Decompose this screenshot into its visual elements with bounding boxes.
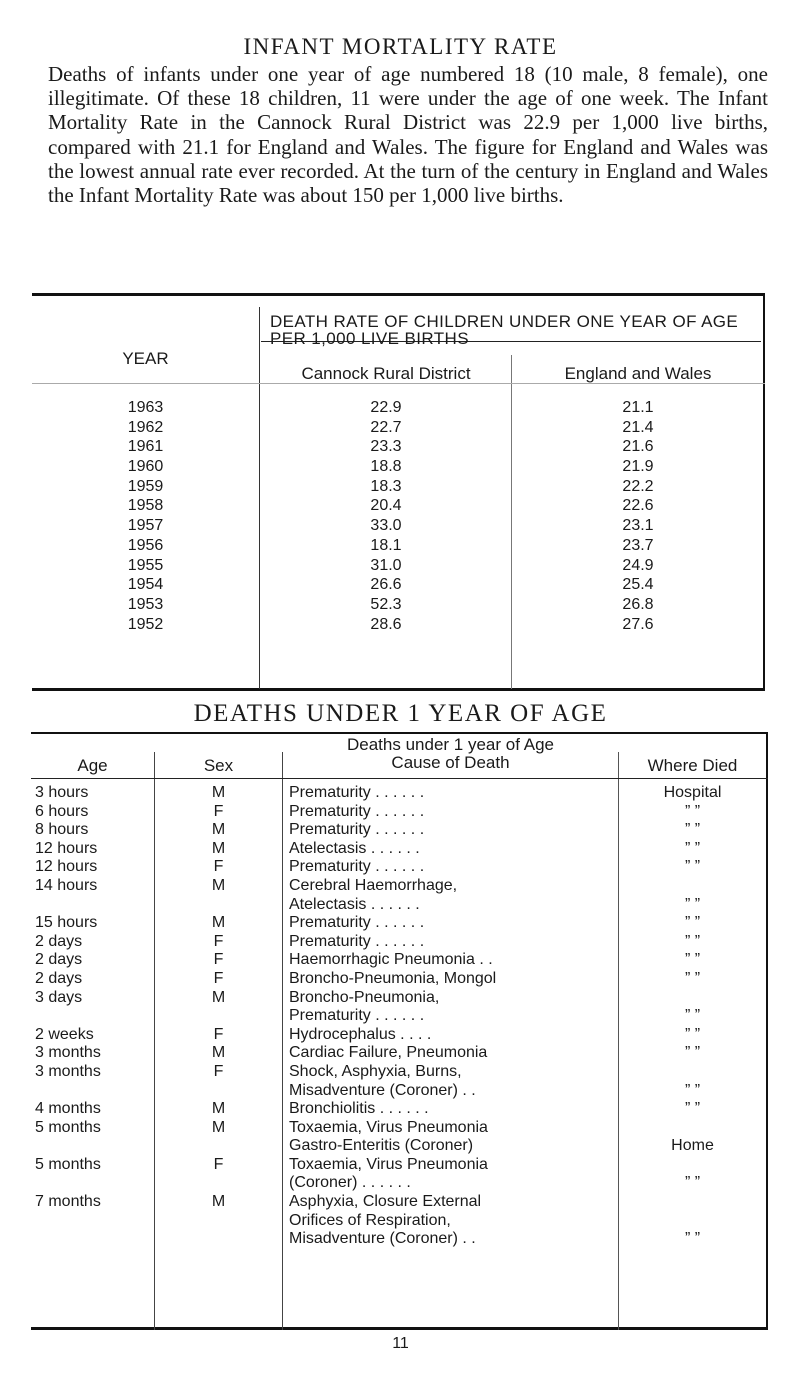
table-row — [32, 419, 765, 439]
age-cell: 15 hours — [35, 914, 98, 932]
where-died-cell: ” ” — [684, 1007, 701, 1025]
table-row — [32, 399, 765, 419]
sex-cell: F — [213, 951, 224, 969]
cause-cell: Haemorrhagic Pneumonia . . — [289, 951, 493, 969]
england-rate-cell: 26.8 — [622, 595, 654, 613]
year-cell: 1954 — [127, 576, 164, 594]
table-border-top — [32, 293, 765, 296]
table-row — [31, 858, 768, 877]
where-died-cell: ” ” — [684, 1081, 701, 1099]
year-cell: 1952 — [127, 615, 164, 633]
england-rate-cell: 21.4 — [622, 418, 654, 436]
year-cell: 1962 — [127, 418, 164, 436]
sex-cell: F — [213, 1062, 224, 1080]
sex-cell: F — [213, 932, 224, 950]
table-row — [31, 803, 768, 822]
cause-cell: Prematurity . . . . . . — [289, 821, 425, 839]
england-rate-cell: 27.6 — [622, 615, 654, 633]
where-died-header: Where Died — [647, 756, 738, 775]
table-row — [31, 951, 768, 970]
cannock-rate-cell: 18.8 — [370, 458, 402, 476]
deaths-rows — [31, 784, 768, 1249]
sex-cell: M — [211, 876, 226, 894]
age-cell: 8 hours — [35, 821, 89, 839]
age-cell: 3 hours — [35, 784, 89, 801]
cannock-rate-cell: 31.0 — [370, 556, 402, 574]
where-died-cell: ” ” — [684, 1025, 701, 1043]
england-rate-cell: 21.1 — [622, 399, 654, 416]
age-cell: 6 hours — [35, 802, 89, 820]
header-divider — [31, 778, 768, 779]
year-cell: 1960 — [127, 458, 164, 476]
table-row — [32, 438, 765, 458]
where-died-cell: ” ” — [684, 1174, 701, 1192]
deaths-table — [31, 732, 768, 1330]
cannock-rate-cell: 28.6 — [370, 615, 402, 633]
cause-cell: Prematurity . . . . . . — [289, 932, 425, 950]
where-died-cell: ” ” — [684, 802, 701, 820]
england-rate-cell: 21.6 — [622, 438, 654, 456]
cannock-rate-cell: 18.3 — [370, 477, 402, 495]
table-row — [31, 784, 768, 803]
where-died-cell: ” ” — [684, 895, 701, 913]
sex-cell: F — [213, 858, 224, 876]
sex-cell: M — [211, 1193, 226, 1211]
where-died-cell: Home — [671, 1137, 714, 1155]
cannock-rate-cell: 23.3 — [370, 438, 402, 456]
england-rate-cell: 22.6 — [622, 497, 654, 515]
where-died-cell: ” ” — [684, 858, 701, 876]
cause-header: Deaths under 1 year of Age Cause of Death — [347, 735, 554, 772]
cannock-rate-cell: 22.7 — [370, 418, 402, 436]
deaths-section-title: DEATHS UNDER 1 YEAR OF AGE — [193, 700, 608, 727]
table-row — [32, 497, 765, 517]
table-row — [32, 576, 765, 596]
table-row — [32, 478, 765, 498]
table-row — [31, 970, 768, 989]
table-row — [32, 537, 765, 557]
england-rate-cell: 23.1 — [622, 517, 654, 535]
death-rate-header: DEATH RATE OF CHILDREN UNDER ONE YEAR OF AGE PER 1,000 LIVE BIRTHS — [270, 312, 739, 348]
cause-cell: Toxaemia, Virus Pneumonia (Coroner) . . . . . . — [289, 1155, 488, 1192]
where-died-cell: ” ” — [684, 821, 701, 839]
table-border-bottom — [32, 688, 765, 691]
cannock-rate-cell: 33.0 — [370, 517, 402, 535]
table-row — [31, 1193, 768, 1249]
cannock-rate-cell: 26.6 — [370, 576, 402, 594]
table-row — [32, 517, 765, 537]
cannock-rate-cell: 18.1 — [370, 536, 402, 554]
table-row — [31, 1100, 768, 1119]
cause-cell: Prematurity . . . . . . — [289, 858, 425, 876]
where-died-cell: ” ” — [684, 839, 701, 857]
cause-cell: Asphyxia, Closure External Orifices of Respiration, Misadventure (Coroner) . . — [289, 1193, 482, 1248]
intro-paragraph: Deaths of infants under one year of age numbered 18 (10 male, 8 female), one illegitimate. Of these 18 children, 11 were under the age of one week. The Infant Mortality Rate in the Cannock Rural District was 22.9 per 1,000 live births, compared with 21.1 for England and Wales. The figure for England and Wales was the lowest annual rate ever recorded. At the turn of the century in England and Wales the Infant Mortality Rate was about 150 per 1,000 live births. — [48, 62, 768, 208]
table-row — [31, 877, 768, 914]
table-border-bottom — [31, 1327, 768, 1330]
england-rate-cell: 25.4 — [622, 576, 654, 594]
cannock-rate-cell: 22.9 — [370, 399, 402, 416]
cause-cell: Prematurity . . . . . . — [289, 914, 425, 932]
age-cell: 5 months — [35, 1118, 101, 1136]
cannock-header: Cannock Rural District — [301, 364, 471, 383]
where-died-cell: ” ” — [684, 969, 701, 987]
sex-cell: F — [213, 1155, 224, 1173]
page-title: INFANT MORTALITY RATE — [243, 34, 558, 59]
england-rate-cell: 23.7 — [622, 536, 654, 554]
age-header: Age — [77, 756, 108, 775]
sex-cell: M — [211, 988, 226, 1006]
age-cell: 7 months — [35, 1193, 101, 1211]
england-wales-header: England and Wales — [564, 364, 712, 383]
table-row — [32, 557, 765, 577]
cause-cell: Atelectasis . . . . . . — [289, 839, 420, 857]
where-died-cell: ” ” — [684, 914, 701, 932]
cause-cell: Prematurity . . . . . . — [289, 784, 425, 801]
sex-cell: M — [211, 1118, 226, 1136]
age-cell: 14 hours — [35, 876, 98, 894]
sex-cell: F — [213, 969, 224, 987]
sex-header: Sex — [203, 756, 234, 775]
cause-cell: Toxaemia, Virus Pneumonia Gastro-Enteritis (Coroner) — [289, 1118, 488, 1155]
year-cell: 1959 — [127, 477, 164, 495]
sex-cell: M — [211, 914, 226, 932]
where-died-cell: ” ” — [684, 1230, 701, 1248]
where-died-cell: ” ” — [684, 1100, 701, 1118]
year-cell: 1961 — [127, 438, 164, 456]
england-rate-cell: 22.2 — [622, 477, 654, 495]
sex-cell: M — [211, 1100, 226, 1118]
year-cell: 1953 — [127, 595, 164, 613]
year-cell: 1957 — [127, 517, 164, 535]
page-number: 11 — [392, 1335, 409, 1352]
table-row — [31, 1044, 768, 1063]
table-row — [31, 933, 768, 952]
table-row — [31, 1156, 768, 1193]
year-cell: 1956 — [127, 536, 164, 554]
table-row — [31, 989, 768, 1026]
age-cell: 4 months — [35, 1100, 101, 1118]
age-cell: 3 months — [35, 1044, 101, 1062]
sex-cell: M — [211, 839, 226, 857]
cause-cell: Cardiac Failure, Pneumonia — [289, 1044, 488, 1062]
age-cell: 3 days — [35, 988, 83, 1006]
sex-cell: M — [211, 784, 226, 801]
england-rate-cell: 21.9 — [622, 458, 654, 476]
table-row — [31, 840, 768, 859]
age-cell: 2 days — [35, 932, 83, 950]
table-row — [31, 914, 768, 933]
sex-cell: F — [213, 1025, 224, 1043]
year-cell: 1955 — [127, 556, 164, 574]
cannock-rate-cell: 52.3 — [370, 595, 402, 613]
cause-cell: Broncho-Pneumonia, Prematurity . . . . . . — [289, 988, 440, 1025]
year-cell: 1958 — [127, 497, 164, 515]
cause-cell: Hydrocephalus . . . . — [289, 1025, 432, 1043]
table-row — [32, 596, 765, 616]
age-cell: 2 weeks — [35, 1025, 94, 1043]
sex-cell: M — [211, 821, 226, 839]
age-cell: 3 months — [35, 1062, 101, 1080]
table-row — [32, 458, 765, 478]
sex-cell: M — [211, 1044, 226, 1062]
year-header: YEAR — [122, 349, 169, 368]
table-row — [31, 1026, 768, 1045]
cause-cell: Shock, Asphyxia, Burns, Misadventure (Coroner) . . — [289, 1062, 476, 1099]
age-cell: 2 days — [35, 969, 83, 987]
table-row — [32, 616, 765, 636]
age-cell: 5 months — [35, 1155, 101, 1173]
where-died-cell: Hospital — [663, 784, 722, 801]
infant-mortality-table — [32, 293, 765, 691]
table-row — [31, 1063, 768, 1100]
where-died-cell: ” ” — [684, 932, 701, 950]
year-cell: 1963 — [127, 399, 164, 416]
sex-cell: F — [213, 802, 224, 820]
england-rate-cell: 24.9 — [622, 556, 654, 574]
table-border-top — [31, 732, 768, 734]
table-row — [31, 821, 768, 840]
age-cell: 12 hours — [35, 858, 98, 876]
cause-cell: Bronchiolitis . . . . . . — [289, 1100, 429, 1118]
cause-cell: Broncho-Pneumonia, Mongol — [289, 969, 497, 987]
where-died-cell: ” ” — [684, 951, 701, 969]
cause-cell: Cerebral Haemorrhage, Atelectasis . . . . . . — [289, 876, 458, 913]
cause-cell: Prematurity . . . . . . — [289, 802, 425, 820]
cannock-rate-cell: 20.4 — [370, 497, 402, 515]
age-cell: 2 days — [35, 951, 83, 969]
where-died-cell: ” ” — [684, 1044, 701, 1062]
table-row — [31, 1119, 768, 1156]
rate-rows — [32, 399, 765, 635]
age-cell: 12 hours — [35, 839, 98, 857]
